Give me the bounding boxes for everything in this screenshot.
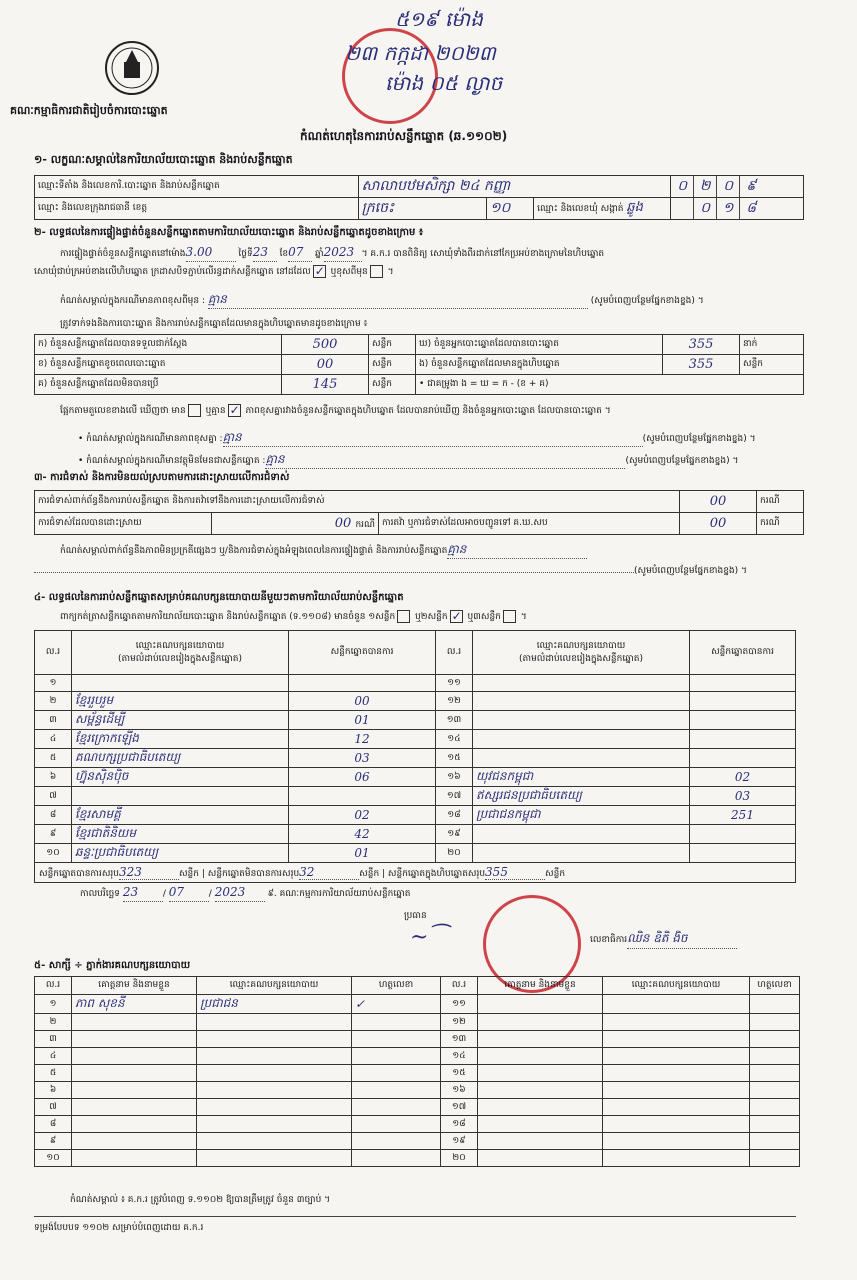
row-number: ៨ bbox=[35, 806, 72, 825]
witness-party bbox=[197, 1099, 352, 1116]
nec-logo bbox=[104, 40, 160, 96]
box-count: 355 bbox=[663, 355, 740, 375]
witness-party bbox=[197, 1082, 352, 1099]
form-title: កំណត់ហេតុនៃការរាប់សន្លឹកឆ្នោត (ឆ.១១០២) bbox=[300, 129, 508, 143]
witness-party bbox=[197, 1048, 352, 1065]
bullet1: • កំណត់​សម្គាល់​ក្នុង​ករណី​មាន​ភាព​ខុស​គ្នា :គ្មាន (សូម​បំពេញ​បន្ថែម​ផ្នែក​ខាង​ខ្នង) ។ bbox=[78, 428, 756, 448]
witness-name bbox=[478, 1065, 603, 1082]
section1-heading: ១- លក្ខណៈ​សម្គាល់​នៃ​ការិយាល័យ​បោះឆ្នោត និង​រាប់​សន្លឹក​ឆ្នោត bbox=[34, 153, 293, 166]
vote-count bbox=[289, 675, 436, 692]
handwritten-note-2: ២៣ ក​ក្កដា ២០២៣ bbox=[345, 41, 496, 65]
three-sheet-checkbox[interactable] bbox=[503, 610, 516, 623]
province-label: ឈ្មោះ និង​លេខ​ក្រុង​រាជធានី ខេត្ត bbox=[35, 198, 359, 220]
witness-row bbox=[35, 1116, 800, 1133]
witness-signature bbox=[352, 1099, 441, 1116]
witness-signature bbox=[750, 1150, 800, 1167]
witness-signature bbox=[750, 1048, 800, 1065]
witness-row bbox=[35, 1031, 800, 1048]
row-number: ៥ bbox=[35, 1065, 72, 1082]
row-number: ១៨ bbox=[441, 1116, 478, 1133]
witness-name bbox=[478, 1031, 603, 1048]
handwritten-note-1: ៥១៩ ម៉ោង​ bbox=[395, 7, 483, 31]
results-row bbox=[35, 730, 796, 749]
place-code: ០ ២ ០ ៩ bbox=[671, 176, 804, 198]
section2-line1: ការ​ផ្ទៀងផ្ទាត់​ចំនួន​សន្លឹក​ឆ្នោត​នៅ​ម៉ោង3.00 ថ្ងៃទី23 ខែ07 ឆ្នាំ2023 ។ គ.ក.រ បាន​ពិនិត្យ សោ​ឃុំ​ទាំង​ពីរ​ដាក់​នៅ​កែ​ប្រអប់​ខាង​ក្រោម​នៃ​ហិប​ឆ្នោត bbox=[60, 243, 604, 263]
commune-code: ០ ១ ៨ bbox=[671, 198, 804, 220]
party-name: ខ្មែរ​ជាតិ​និយម bbox=[72, 825, 289, 844]
witness-name bbox=[72, 1014, 197, 1031]
witness-name: ភាព សុខនី bbox=[72, 995, 197, 1014]
witness-party bbox=[603, 1150, 750, 1167]
results-row bbox=[35, 787, 796, 806]
witness-signature bbox=[352, 1082, 441, 1099]
witness-party bbox=[603, 1082, 750, 1099]
witness-row bbox=[35, 1014, 800, 1031]
form-footer-rule bbox=[34, 1216, 796, 1217]
footer-note: កំណត់​សម្គាល់ ៖ គ.ក.រ ត្រូវ​បំពេញ ទ.១១០២ ឱ្យ​បាន​ត្រឹម​ត្រូវ ចំនួន ៣ច្បាប់ ។ bbox=[70, 1195, 331, 1205]
match-line: ផ្អែក​តាម​តួ​លេខ​ខាង​លើ​ ឃើញ​ថា មាន ឬ​គ្មាន✓ ភាព​ខុស​គ្នា​រវាង​ចំនួន​សន្លឹក​ឆ្នោត​ក្នុង​ហិប​ឆ្នោត ដែល​បាន​រាប់​ឃើញ និង​ចំនួន​អ្នក​បោះ​ឆ្នោត ដែល​បាន​បោះ​ឆ្នោត ។ bbox=[60, 402, 611, 420]
witness-signature bbox=[750, 1014, 800, 1031]
witness-signature bbox=[352, 1150, 441, 1167]
handwritten-note-3: ម៉ោង ០៥ ល្ងាច bbox=[385, 71, 503, 95]
results-row bbox=[35, 675, 796, 692]
section4-intro: ពាក្យ​កត់​ត្រា​សន្លឹក​ឆ្នោត​តាម​ការិយាល័យ​បោះ​ឆ្នោត និង​រាប់​សន្លឹក​ឆ្នោត (ទ.១១០៨) មាន​ចំនួន ១សន្លឹក ឬ២សន្លឹក✓ ឬ៣សន្លឹក ។ bbox=[60, 608, 527, 626]
row-number: ៦ bbox=[35, 1082, 72, 1099]
section5-heading: ៥- សាក្សី ÷ ភ្នាក់​ងារ​គណបក្ស​នយោបាយ bbox=[34, 960, 191, 971]
witness-row bbox=[35, 1133, 800, 1150]
two-sheet-checkbox[interactable] bbox=[450, 610, 463, 623]
witness-row bbox=[35, 1082, 800, 1099]
row-number: ១២ bbox=[436, 692, 473, 711]
witness-party bbox=[197, 1065, 352, 1082]
place-value: សាលាបឋមសិក្សា ២៤ កញ្ញា bbox=[358, 176, 671, 198]
party-name bbox=[473, 692, 690, 711]
witness-name bbox=[72, 1048, 197, 1065]
vote-count: 01 bbox=[289, 844, 436, 863]
row-number: ១៦ bbox=[436, 768, 473, 787]
witness-name bbox=[72, 1031, 197, 1048]
invalid-total: 32 bbox=[299, 865, 359, 880]
results-row bbox=[35, 768, 796, 787]
section3-heading: ៣- ការ​ជំទាស់ និង​ការ​មិន​យល់​ស្រប​តាម​ការ​ដោះ​ស្រាយ​លើ​ការ​ជំទាស់ bbox=[34, 472, 290, 483]
witness-signature: ✓ bbox=[352, 995, 441, 1014]
witness-name bbox=[72, 1150, 197, 1167]
witness-name bbox=[478, 995, 603, 1014]
vote-count: 12 bbox=[289, 730, 436, 749]
row-number: ១៨ bbox=[436, 806, 473, 825]
witness-name bbox=[72, 1099, 197, 1116]
row-number: ៣ bbox=[35, 711, 72, 730]
witness-signature bbox=[352, 1116, 441, 1133]
witness-party bbox=[603, 995, 750, 1014]
row-number: ១១ bbox=[441, 995, 478, 1014]
row-number: ១៥ bbox=[436, 749, 473, 768]
vote-count bbox=[690, 749, 796, 768]
row-number: ១៩ bbox=[436, 825, 473, 844]
witness-signature bbox=[352, 1014, 441, 1031]
row-number: ១១ bbox=[436, 675, 473, 692]
witness-name bbox=[478, 1048, 603, 1065]
witness-signature bbox=[352, 1133, 441, 1150]
row-number: ១៧ bbox=[436, 787, 473, 806]
row-number: ១៣ bbox=[436, 711, 473, 730]
vote-count bbox=[690, 675, 796, 692]
results-row bbox=[35, 711, 796, 730]
row-number: ៦ bbox=[35, 768, 72, 787]
row-number: ២ bbox=[35, 692, 72, 711]
section3-note-line2: (សូម​បំពេញ​បន្ថែម​ផ្នែក​ខាង​ខ្នង) ។ bbox=[34, 562, 747, 580]
row-number: ៣ bbox=[35, 1031, 72, 1048]
party-name: យុវជន​កម្ពុជា bbox=[473, 768, 690, 787]
row-number: ៤ bbox=[35, 730, 72, 749]
row-number: ៩ bbox=[35, 825, 72, 844]
witness-row bbox=[35, 995, 800, 1014]
vote-count: 03 bbox=[289, 749, 436, 768]
party-name: ហ្វ៊ុនស៊ិនប៉ិច bbox=[72, 768, 289, 787]
witness-signature bbox=[750, 995, 800, 1014]
unchanged-checkbox[interactable] bbox=[313, 265, 326, 278]
section2-note: កំណត់​សម្គាល់​ក្នុង​ករណី​មាន​ភាព​ខុស​ពី​មុន : គ្មាន (សូម​បំពេញ​បន្ថែម​ផ្នែក​ខាង​ខ្នង) ។ bbox=[60, 290, 704, 310]
bullet2: • កំណត់​សម្គាល់​ក្នុង​ករណី​មាន​វត្ថុ​មិន​មែន​ជា​សន្លឹក​ឆ្នោត :គ្មាន (សូម​បំពេញ​បន្ថែម​ផ្នែក​ខាង​ខ្នង) ។ bbox=[78, 450, 738, 470]
witness-signature bbox=[750, 1031, 800, 1048]
witness-party bbox=[603, 1048, 750, 1065]
row-number: ៩ bbox=[35, 1133, 72, 1150]
changed-checkbox[interactable] bbox=[370, 265, 383, 278]
commune-label-value: ឈ្មោះ និង​លេខ​ឃុំ សង្កាត់ ឆ្លូង bbox=[534, 198, 671, 220]
party-name: ខ្មែរ​រួបរួម bbox=[72, 692, 289, 711]
row-number: ៥ bbox=[35, 749, 72, 768]
vote-count bbox=[690, 844, 796, 863]
row-number: ២០ bbox=[436, 844, 473, 863]
witness-party bbox=[197, 1133, 352, 1150]
resolved-count: 00 bbox=[334, 515, 352, 531]
witness-party bbox=[197, 1150, 352, 1167]
vote-count bbox=[690, 825, 796, 844]
vote-count: 42 bbox=[289, 825, 436, 844]
vote-count bbox=[289, 787, 436, 806]
vote-count: 01 bbox=[289, 711, 436, 730]
row-number: ១៧ bbox=[441, 1099, 478, 1116]
row-number: ២០ bbox=[441, 1150, 478, 1167]
row-number: ១៦ bbox=[441, 1082, 478, 1099]
witness-signature bbox=[352, 1031, 441, 1048]
section2-heading: ២- លទ្ធផល​នៃ​ការ​ផ្ទៀងផ្ទាត់​ចំនួន​សន្លឹក​ឆ្នោត​តាម​ការិយាល័យ​បោះឆ្នោត និង​រាប់​សន្លឹក​ឆ្នោត​ដូច​ខាង​ក្រោម ៖ bbox=[34, 227, 424, 238]
row-number: ៧ bbox=[35, 1099, 72, 1116]
section2-intro: ត្រូវ​ទាក់​ទង​និង​ការ​បោះ​ឆ្នោត និង​ការ​រាប់​សន្លឹក​ឆ្នោត​ដែល​មាន​ក្នុង​ហិប​ឆ្នោត​មាន​ដូច​ខាង​ក្រោម ៖ bbox=[60, 319, 368, 329]
row-number: ១ bbox=[35, 995, 72, 1014]
party-name: ខ្មែរ​សាមគ្គី bbox=[72, 806, 289, 825]
party-name: ឥស្សរជន​ប្រជាធិបតេយ្យ bbox=[473, 787, 690, 806]
results-row bbox=[35, 749, 796, 768]
president-label: ប្រធាន bbox=[404, 911, 427, 921]
objection-count: 00 bbox=[680, 491, 757, 513]
president-signature: ~⁀ bbox=[410, 925, 447, 950]
witness-name bbox=[478, 1014, 603, 1031]
witness-party bbox=[197, 1116, 352, 1133]
no-difference-checkbox[interactable] bbox=[228, 404, 241, 417]
party-name: គណបក្ស​ប្រជាធិបតេយ្យ bbox=[72, 749, 289, 768]
witness-signature bbox=[750, 1099, 800, 1116]
witness-row bbox=[35, 1150, 800, 1167]
party-name bbox=[473, 844, 690, 863]
spoiled-count: 00 bbox=[282, 355, 369, 375]
box-total: 355 bbox=[485, 865, 545, 880]
results-row bbox=[35, 825, 796, 844]
section2-line2: សោ​ឃុំ​ជាប់​ក្រ​អប់​ខាង​លើ​ហិប​ឆ្នោត ក្រដាស​បិទ​ភ្ជាប់​លើ​រន្ធ​ដាក់​សន្លឹក​ឆ្នោត នៅ​ដដែល✓ ឬ​ខុស​ពី​មុន ។ bbox=[34, 263, 394, 281]
has-difference-checkbox[interactable] bbox=[188, 404, 201, 417]
witness-party bbox=[603, 1116, 750, 1133]
witness-party bbox=[603, 1014, 750, 1031]
witness-party bbox=[603, 1065, 750, 1082]
witness-name bbox=[478, 1099, 603, 1116]
row-number: ១៤ bbox=[441, 1048, 478, 1065]
row-number: ១២ bbox=[441, 1014, 478, 1031]
witness-name bbox=[478, 1116, 603, 1133]
results-table: ល.រ ឈ្មោះ​គណបក្ស​នយោបាយ (តាម​លំដាប់​លេខ​រៀង​ក្នុង​សន្លឹក​ឆ្នោត) សន្លឹក​ឆ្នោត​បាន​ការ ល.រ ឈ្មោះ​គណបក្ស​នយោបាយ (តាម​លំដាប់​លេខ​រៀង​ក្នុង​សន្លឹក​ឆ្នោត) សន្លឹក​ឆ្នោត​បាន​ការ ១ ១១ ២ ខ្មែរ​រួបរួម 00 ១២ ៣ សម្ព័ន្ធ​ដើម្បី 01 ១៣ ៤ ខ្មែរ​ក្រោក​ឡើង 12 ១៤ ៥ គណបក្ស​ប្រជាធិបតេយ្យ 03 ១៥ ៦ ហ្វ៊ុនស៊ិនប៉ិច 06 ១៦ យុវជន​កម្ពុជា 02 ៧ ១៧ ឥស្សរជន​ប្រជាធិបតេយ្យ 03 ៨ ខ្មែរ​សាមគ្គី 02 ១៨ ប្រជាជន​កម្ពុជា 251 ៩ ខ្មែរ​ជាតិ​និយម 42 ១៩ ១០ ឆន្ទៈ​ប្រជាធិបតេយ្យ 01 ២០ សន្លឹក​ឆ្នោត​បាន​ការ​សរុប323 សន្លឹក | សន្លឹក​ឆ្នោត​មិន​បាន​ការ​សរុប32 សន្លឹក | សន្លឹក​ឆ្នោត​ក្នុង​ហិប​ឆ្នោត​សរុប355 សន្លឹក bbox=[34, 630, 796, 883]
vote-count bbox=[690, 711, 796, 730]
committee-name: គណៈ​កម្មាធិការ​ជាតិ​រៀបចំ​ការ​បោះ​ឆ្នោត bbox=[10, 104, 168, 117]
party-name bbox=[473, 825, 690, 844]
witness-signature bbox=[750, 1082, 800, 1099]
one-sheet-checkbox[interactable] bbox=[397, 610, 410, 623]
row-number: ១៥ bbox=[441, 1065, 478, 1082]
party-name: សម្ព័ន្ធ​ដើម្បី bbox=[72, 711, 289, 730]
party-name bbox=[72, 787, 289, 806]
witness-name bbox=[478, 1082, 603, 1099]
witness-signature bbox=[750, 1116, 800, 1133]
vote-count: 06 bbox=[289, 768, 436, 787]
row-number: ៧ bbox=[35, 787, 72, 806]
party-name: ឆន្ទៈ​ប្រជាធិបតេយ្យ bbox=[72, 844, 289, 863]
row-number: ១ bbox=[35, 675, 72, 692]
province-code: ១០ bbox=[486, 198, 533, 220]
row-number: ១៤ bbox=[436, 730, 473, 749]
unused-count: 145 bbox=[282, 375, 369, 395]
vote-count: 251 bbox=[690, 806, 796, 825]
section3-note: កំណត់​សម្គាល់​ពាក់​ព័ន្ធ​នឹង​ភាព​មិន​ប្រក្រតី​ផ្សេង​ៗ ឬ/និង​ការ​ជំទាស់​ក្នុង​អំឡុង​ពេល​នៃ​ការ​ផ្ទៀងផ្ទាត់ និង​ការ​រាប់​សន្លឹក​ឆ្នោតគ្មាន bbox=[60, 540, 587, 560]
section1-table bbox=[34, 175, 804, 220]
witness-row bbox=[35, 1065, 800, 1082]
witness-party bbox=[197, 1031, 352, 1048]
valid-total: 323 bbox=[119, 865, 179, 880]
row-number: ១០ bbox=[35, 1150, 72, 1167]
witness-signature bbox=[750, 1133, 800, 1150]
vote-count: 02 bbox=[289, 806, 436, 825]
voters-count: 355 bbox=[663, 335, 740, 355]
witness-table: ល.រ គោត្តនាម និង​នាម​ខ្លួន ឈ្មោះ​គណបក្ស​នយោបាយ ហត្ថលេខា ល.រ គោត្តនាម និង​នាម​ខ្លួន ឈ្មោះ​គណបក្ស​នយោបាយ ហត្ថលេខា ១ ភាព សុខនី ប្រជាជន ✓ ១១ ២ ១២ ៣ ១៣ ៤ ១៤ ៥ ១៥ ៦ ១៦ ៧ ១៧ ៨ ១៨ ៩ ១៩ ១០ ២០ bbox=[34, 976, 800, 1167]
witness-party bbox=[197, 1014, 352, 1031]
province-value: ក្រចេះ bbox=[358, 198, 486, 220]
witness-name bbox=[478, 1133, 603, 1150]
witness-row bbox=[35, 1048, 800, 1065]
witness-party bbox=[603, 1099, 750, 1116]
witness-name bbox=[72, 1116, 197, 1133]
party-name bbox=[72, 675, 289, 692]
results-summary: សន្លឹក​ឆ្នោត​បាន​ការ​សរុប323 សន្លឹក | សន្លឹក​ឆ្នោត​មិន​បាន​ការ​សរុប32 សន្លឹក | សន្លឹក​ឆ្នោត​ក្នុង​ហិប​ឆ្នោត​សរុប355 សន្លឹក bbox=[35, 863, 796, 883]
party-name bbox=[473, 730, 690, 749]
vote-count: 02 bbox=[690, 768, 796, 787]
witness-party bbox=[603, 1133, 750, 1150]
row-number: ១៩ bbox=[441, 1133, 478, 1150]
secretary-line: លេខាធិការឈិន ឧិតិ ងិច bbox=[590, 930, 737, 949]
witness-signature bbox=[352, 1065, 441, 1082]
vote-count: 03 bbox=[690, 787, 796, 806]
row-number: ១០ bbox=[35, 844, 72, 863]
party-name: ខ្មែរ​ក្រោក​ឡើង bbox=[72, 730, 289, 749]
results-row bbox=[35, 806, 796, 825]
vote-count bbox=[690, 692, 796, 711]
witness-name bbox=[72, 1082, 197, 1099]
party-name: ប្រជាជន​កម្ពុជា bbox=[473, 806, 690, 825]
received-count: 500 bbox=[282, 335, 369, 355]
ballot-count-table: ក) ចំនួន​សន្លឹក​ឆ្នោត​ដែល​បាន​ទទួល​ជាក់​ស្តែង 500 សន្លឹក ឃ) ចំនួន​អ្នក​បោះ​ឆ្នោត​ដែល​បាន​បោះ​ឆ្នោត 355 នាក់ ខ) ចំនួន​សន្លឹក​ឆ្នោត​ខូច​ពេល​បោះ​ឆ្នោត 00 សន្លឹក ង) ចំនួន​សន្លឹក​ឆ្នោត​ដែល​មាន​ក្នុង​ហិប​ឆ្នោត 355 សន្លឹក គ) ចំនួន​សន្លឹក​ឆ្នោត​ដែល​មិន​បាន​ប្រើ 145 សន្លឹក • ជា​គម្រូ​ងា ង = ឃ = ក - (ខ + គ) bbox=[34, 334, 804, 395]
row-number: ២ bbox=[35, 1014, 72, 1031]
row-number: ១៣ bbox=[441, 1031, 478, 1048]
witness-name bbox=[72, 1133, 197, 1150]
vote-count bbox=[690, 730, 796, 749]
date-line: កាល​បរិច្ឆេទ 23 / 07 / 2023 ៩. គណៈ​កម្មការ​ការិយាល័យ​រាប់​សន្លឹក​ឆ្នោត bbox=[80, 883, 411, 903]
section4-heading: ៤- លទ្ធផល​នៃ​ការ​រាប់​សន្លឹក​ឆ្នោត​សម្រាប់​គណបក្ស​នយោបាយ​នីមួយៗ​តាម​ការិយាល័យ​រាប់​សន្លឹក​ឆ្នោត bbox=[34, 592, 404, 603]
witness-name bbox=[478, 1150, 603, 1167]
party-name bbox=[473, 749, 690, 768]
witness-party: ប្រជាជន bbox=[197, 995, 352, 1014]
results-row bbox=[35, 692, 796, 711]
party-name bbox=[473, 711, 690, 730]
party-name bbox=[473, 675, 690, 692]
results-row bbox=[35, 844, 796, 863]
witness-name bbox=[72, 1065, 197, 1082]
witness-party bbox=[603, 1031, 750, 1048]
place-label: ឈ្មោះ​ទីតាំង និង​លេខ​ការិ.បោះឆ្នោត និង​រាប់​សន្លឹក​ឆ្នោត bbox=[35, 176, 359, 198]
witness-signature bbox=[750, 1065, 800, 1082]
row-number: ៤ bbox=[35, 1048, 72, 1065]
vote-count: 00 bbox=[289, 692, 436, 711]
form-footer: ទម្រង់​បែបបទ ១១០២ សម្រាប់​បំពេញ​ដោយ គ.ក.រ bbox=[34, 1223, 204, 1233]
witness-row bbox=[35, 1099, 800, 1116]
objection-table: ការ​ជំទាស់​ពាក់​ព័ន្ធ​នឹង​ការ​រាប់​សន្លឹក​ឆ្នោត និង​ការ​តវ៉ា​ទៅ​នឹង​ការ​ដោះ​ស្រាយ​លើ​ការ​ជំទាស់ 00 ករណី ការ​ជំទាស់​ដែល​បាន​ដោះ​ស្រាយ 00 ករណី ការ​តវ៉ា ឬ​ការ​ជំទាស់​ដែល​អាច​បញ្ជូន​ទៅ គ.ឃ.សប 00 ករណី bbox=[34, 490, 804, 535]
row-number: ៨ bbox=[35, 1116, 72, 1133]
witness-signature bbox=[352, 1048, 441, 1065]
forwarded-count: 00 bbox=[680, 513, 757, 535]
